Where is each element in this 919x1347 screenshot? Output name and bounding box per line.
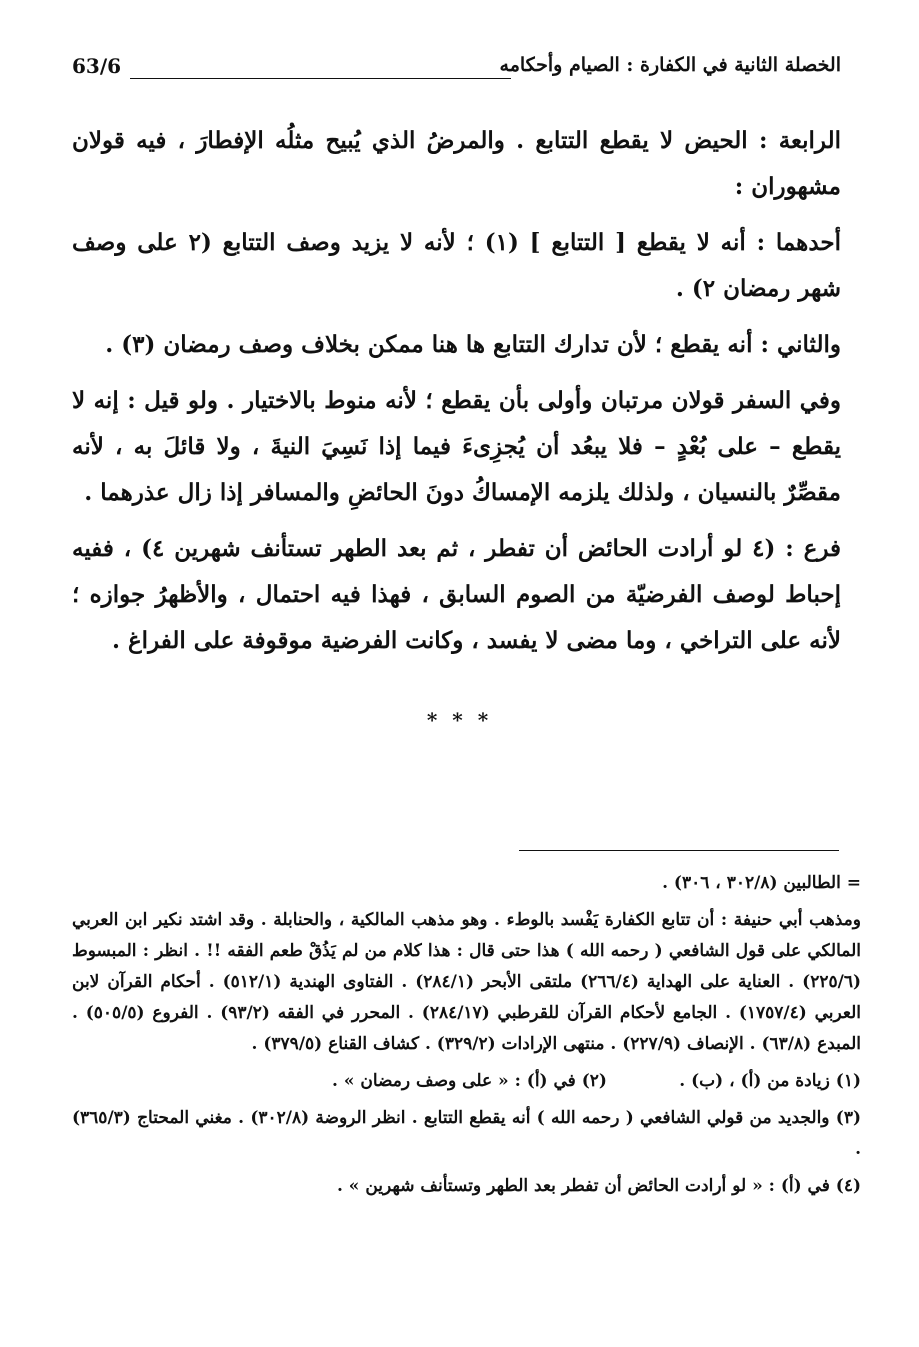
footnote-1: (١) زيادة من (أ) ، (ب) .	[679, 1071, 861, 1091]
paragraph-first-view: أحدهما : أنه لا يقطع [ التتابع ] (١) ؛ لأنه لا يزيد وصف التتابع (٢ على وصف شهر رمضان ٢) .	[72, 229, 841, 302]
paragraph-lead: الرابعة :	[758, 127, 841, 154]
section-separator: * * *	[426, 708, 493, 732]
paragraph-text: الحيض لا يقطع التتابع . والمرضُ الذي يُبيح مثلُه الإفطارَ ، فيه قولان مشهوران :	[72, 127, 841, 200]
footnote-text: أن تتابع الكفارة يَفْسد بالوطء . وهو مذهب المالكية ، والحنابلة . وقد اشتد نكير ابن العربي المالكي على قول الشافعي ( رحمه الله ) هذا حتى قال : هذا كلام من لم يَذُقْ طعم الفقه !! . انظر : المبسوط (٢٢٥/٦) . العناية على الهداية (٢٦٦/٤) ملتقى الأبحر (٢٨٤/١) . الفتاوى الهندية (٥١٢/١) . أحكام القرآن لابن العربي (١٧٥٧/٤) . الجامع لأحكام القرآن للقرطبي (٢٨٤/١٧) . المحرر في الفقه (٩٣/٢) . الفروع (٥٠٥/٥) . المبدع (٦٣/٨) . الإنصاف (٢٢٧/٩) . منتهى الإرادات (٣٢٩/٢) . كشاف القناع (٣٧٩/٥) .	[72, 910, 862, 1054]
running-title: الخصلة الثانية في الكفارة : الصيام وأحكامه	[499, 54, 841, 76]
footnote-4: (٤) في (أ) : « لو أرادت الحائض أن تفطر بعد الطهر وتستأنف شهرين » .	[336, 1176, 861, 1196]
main-text	[72, 118, 841, 674]
page-header	[72, 48, 841, 88]
paragraph-travel: وفي السفر قولان مرتبان وأولى بأن يقطع ؛ لأنه منوط بالاختيار . ولو قيل : إنه لا يقطع – على بُعْدٍ – فلا يبعُد أن يُجزِىءَ فيما إذا نَسِيَ النيةَ ، ولا قائلَ به ، لأنه مقصِّرٌ بالنسيان ، ولذلك يلزمه الإمساكُ دونَ الحائضِ والمسافر إذا زال عذرهما .	[72, 387, 841, 506]
header-rule	[130, 78, 511, 79]
paragraph-second-view: والثاني : أنه يقطع ؛ لأن تدارك التتابع ها هنا ممكن بخلاف وصف رمضان (٣) .	[105, 331, 841, 358]
paragraph-fourth	[72, 118, 841, 210]
footnote-2: (٢) في (أ) : « على وصف رمضان » .	[332, 1071, 607, 1091]
footnotes	[72, 868, 861, 1208]
footnote-continuation: = الطالبين (٣٠٢/٨ ، ٣٠٦) .	[662, 873, 861, 893]
paragraph-branch	[72, 526, 841, 664]
footnote-hanafi	[72, 905, 861, 1060]
footnote-rule	[519, 850, 839, 851]
page-number: 63/6	[72, 54, 122, 78]
footnote-3: (٣) والجديد من قولي الشافعي ( رحمه الله ) أنه يقطع التتابع . انظر الروضة (٣٠٢/٨) . مغني المحتاج (٣٦٥/٣) .	[72, 1108, 861, 1159]
paragraph-text: (٤ لو أرادت الحائض أن تفطر ، ثم بعد الطهر تستأنف شهرين ٤) ، ففيه إحباط لوصف الفرضيّة من الصوم السابق ، فهذا فيه احتمال ، والأظهرُ جوازه ؛ لأنه على التراخي ، وما مضى لا يفسد ، وكانت الفرضية موقوفة على الفراغ .	[72, 535, 841, 654]
footnote-lead: ومذهب أبي حنيفة :	[720, 910, 861, 930]
footnote-row	[72, 1066, 861, 1097]
paragraph-lead: فرع :	[785, 535, 841, 562]
